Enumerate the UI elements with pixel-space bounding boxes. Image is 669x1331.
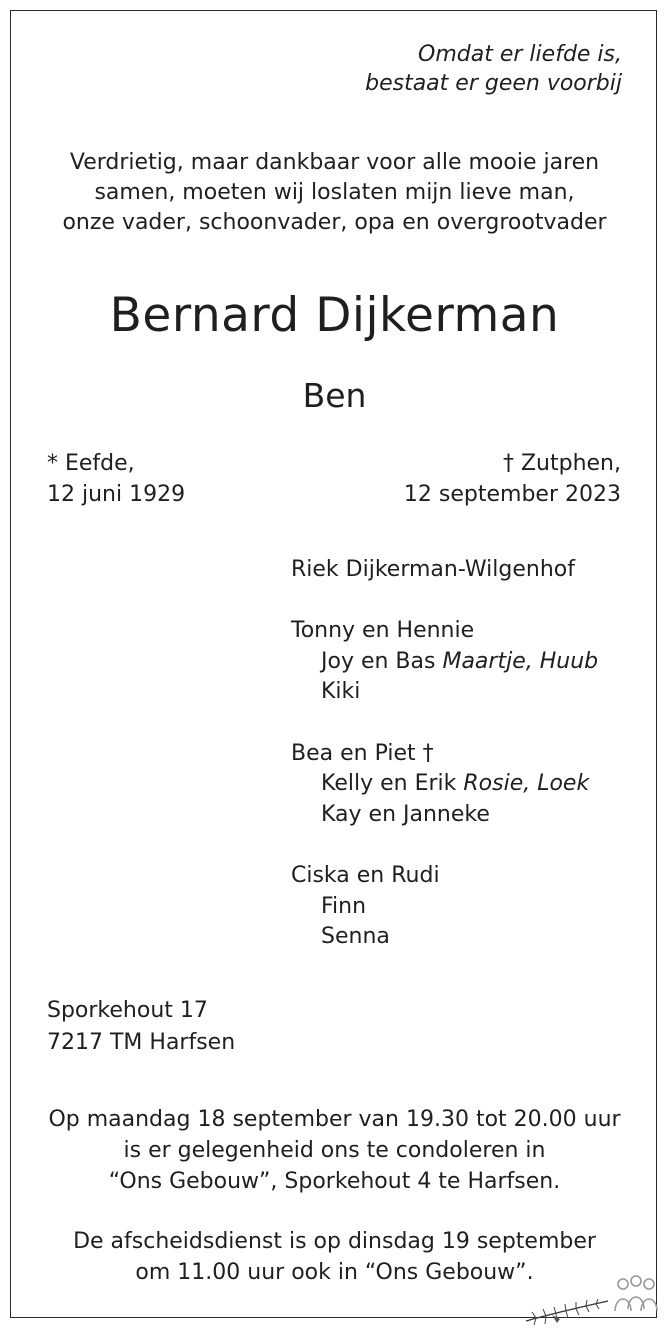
address <box>47 995 235 1059</box>
family-group-head: Bea en Piet † <box>291 740 434 766</box>
deceased-nickname: Ben <box>302 376 367 415</box>
great-grandchild-names: Rosie, Loek <box>463 771 590 797</box>
service-info <box>0 1226 669 1288</box>
family-group-head: Tonny en Hennie <box>291 618 475 644</box>
condolence-line-2: is er gelegenheid ons te condoleren in <box>123 1138 546 1163</box>
family-list <box>291 555 598 953</box>
birth-date: 12 juni 1929 <box>47 482 186 507</box>
grandchild-names: Kelly en Erik <box>321 771 457 797</box>
intro-line-1: Verdrietig, maar dankbaar voor alle mooie jaren <box>69 150 600 175</box>
condolence-line-1: Op maandag 18 september van 19.30 tot 20.00 uur <box>48 1107 621 1132</box>
service-line-2: om 11.00 uur ook in “Ons Gebouw”. <box>135 1260 534 1285</box>
birth-info <box>47 448 185 510</box>
intro-text <box>0 148 669 238</box>
spouse-name: Riek Dijkerman-Wilgenhof <box>291 557 575 582</box>
family-group-head: Ciska en Rudi <box>291 862 440 888</box>
intro-line-2: samen, moeten wij loslaten mijn lieve man, <box>94 180 575 205</box>
deceased-name: Bernard Dijkerman <box>109 288 560 343</box>
motto <box>365 40 622 98</box>
branch-icon <box>522 1295 612 1329</box>
grandchild-line: Senna <box>321 924 390 950</box>
great-grandchild-names: Maartje, Huub <box>442 648 599 674</box>
death-info <box>404 448 621 510</box>
grandchild-line: Kiki <box>321 679 361 705</box>
grandchild-line: Finn <box>321 893 367 919</box>
grandchild-line <box>291 647 598 678</box>
condolence-info <box>0 1104 669 1197</box>
address-city: 7217 TM Harfsen <box>47 1030 236 1055</box>
grandchild-line: Kay en Janneke <box>321 801 490 827</box>
motto-line-2: bestaat er geen voorbij <box>365 71 622 96</box>
grandchild-line <box>291 769 598 800</box>
death-date: 12 september 2023 <box>403 482 621 507</box>
grandchild-names: Joy en Bas <box>321 648 436 674</box>
people-circles-icon <box>610 1275 660 1319</box>
condolence-line-3: “Ons Gebouw”, Sporkehout 4 te Harfsen. <box>108 1169 561 1194</box>
service-line-1: De afscheidsdienst is op dinsdag 19 september <box>73 1229 596 1254</box>
address-street: Sporkehout 17 <box>47 998 208 1023</box>
motto-line-1: Omdat er liefde is, <box>418 42 622 67</box>
birth-place: * Eefde, <box>47 451 135 476</box>
intro-line-3: onze vader, schoonvader, opa en overgrootvader <box>62 210 607 235</box>
death-place: † Zutphen, <box>502 451 621 476</box>
